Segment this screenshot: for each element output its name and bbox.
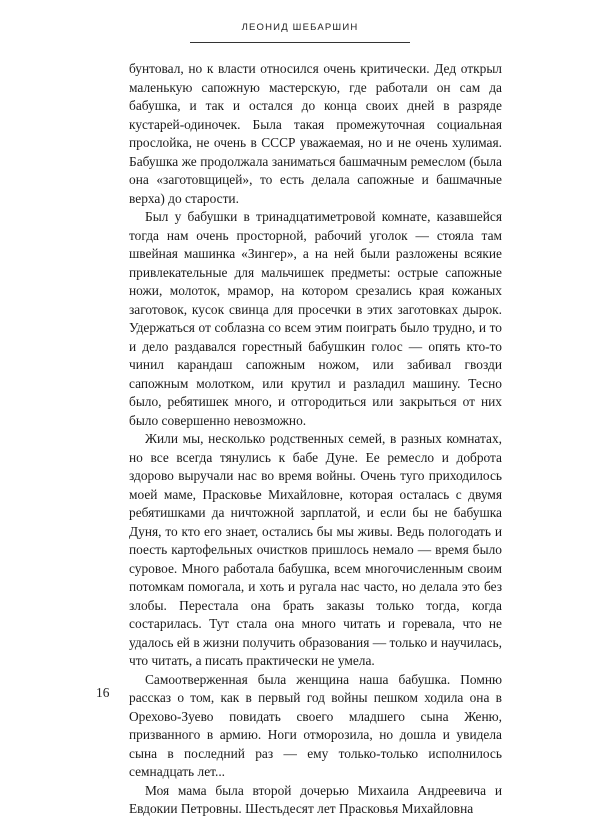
header-rule — [190, 42, 410, 43]
paragraph-2: Был у бабушки в тринадцатиметровой комнате, казавшейся тогда нам очень просторной, рабочий уголок — стояла там швейная машинка «Зингер», а на ней были разложены всякие привлекательные для мальчишек предметы: острые сапожные ножи, молоток, мрамор, на котором срезались края кожаных заготовок, кусок свинца для просечки в этих заготовках дырок. Удержаться от соблазна со всем этим поиграть было трудно, и то и дело раздавался горестный бабушкин голос — опять кто-то чинил карандаш сапожным ножом, или забивал гвозди сапожным молотком, или крутил и разладил машину. Тесно было, ребятишек много, и отгородиться или закрыться от них было совершенно невозможно. — [129, 209, 502, 428]
paragraph-1: бунтовал, но к власти относился очень критически. Дед открыл маленькую сапожную мастерскую, где работали он сам да бабушка, и так и остался до конца своих дней в разряде кустарей-одиночек. Была такая промежуточная социальная прослойка, не очень в СССР уважаемая, но и не очень хулимая. Бабушка же продолжала заниматься башмачным ремеслом (была она «заготовщицей», то есть делала сапожные и башмачные верха) до старости. — [129, 61, 502, 206]
paragraph-3: Жили мы, несколько родственных семей, в разных комнатах, но все всегда тянулись к бабе Дуне. Ее ремесло и доброта здорово выручали нас во время войны. Очень туго приходилось моей маме, Прасковье Михайловне, которая осталась с двумя ребятишками да ничтожной зарплатой, и если бы не бабушка Дуня, то кто его знает, остались бы мы живы. Ведь пологодать и поесть картофельных очистков пришлось немало — время было суровое. Много работала бабушка, всем многочисленным своим потомкам помогала, и хоть и ругала нас часто, но делала это без злобы. Перестала она брать заказы только тогда, когда состарилась. Тут стала она много читать и горевала, что не удалось ей в жизни получить образования — только и научилась, что читать, а писать практически не умела. — [129, 431, 502, 668]
body-text — [129, 60, 502, 819]
running-head: ЛЕОНИД ШЕБАРШИН — [241, 22, 359, 33]
page-number: 16 — [96, 685, 110, 700]
paragraph-4: Самоотверженная была женщина наша бабушка. Помню рассказ о том, как в первый год войны пешком ходила она в Орехово-Зуево повидать своего младшего сына Женю, призванного в армию. Ноги отморозила, но дошла и увидела сына в последний раз — ему только-только исполнилось семнадцать лет... — [129, 671, 502, 779]
paragraph-5: Моя мама была второй дочерью Михаила Андреевича и Евдокии Петровны. Шестьдесят лет Прасковья Михайловна — [129, 782, 502, 816]
